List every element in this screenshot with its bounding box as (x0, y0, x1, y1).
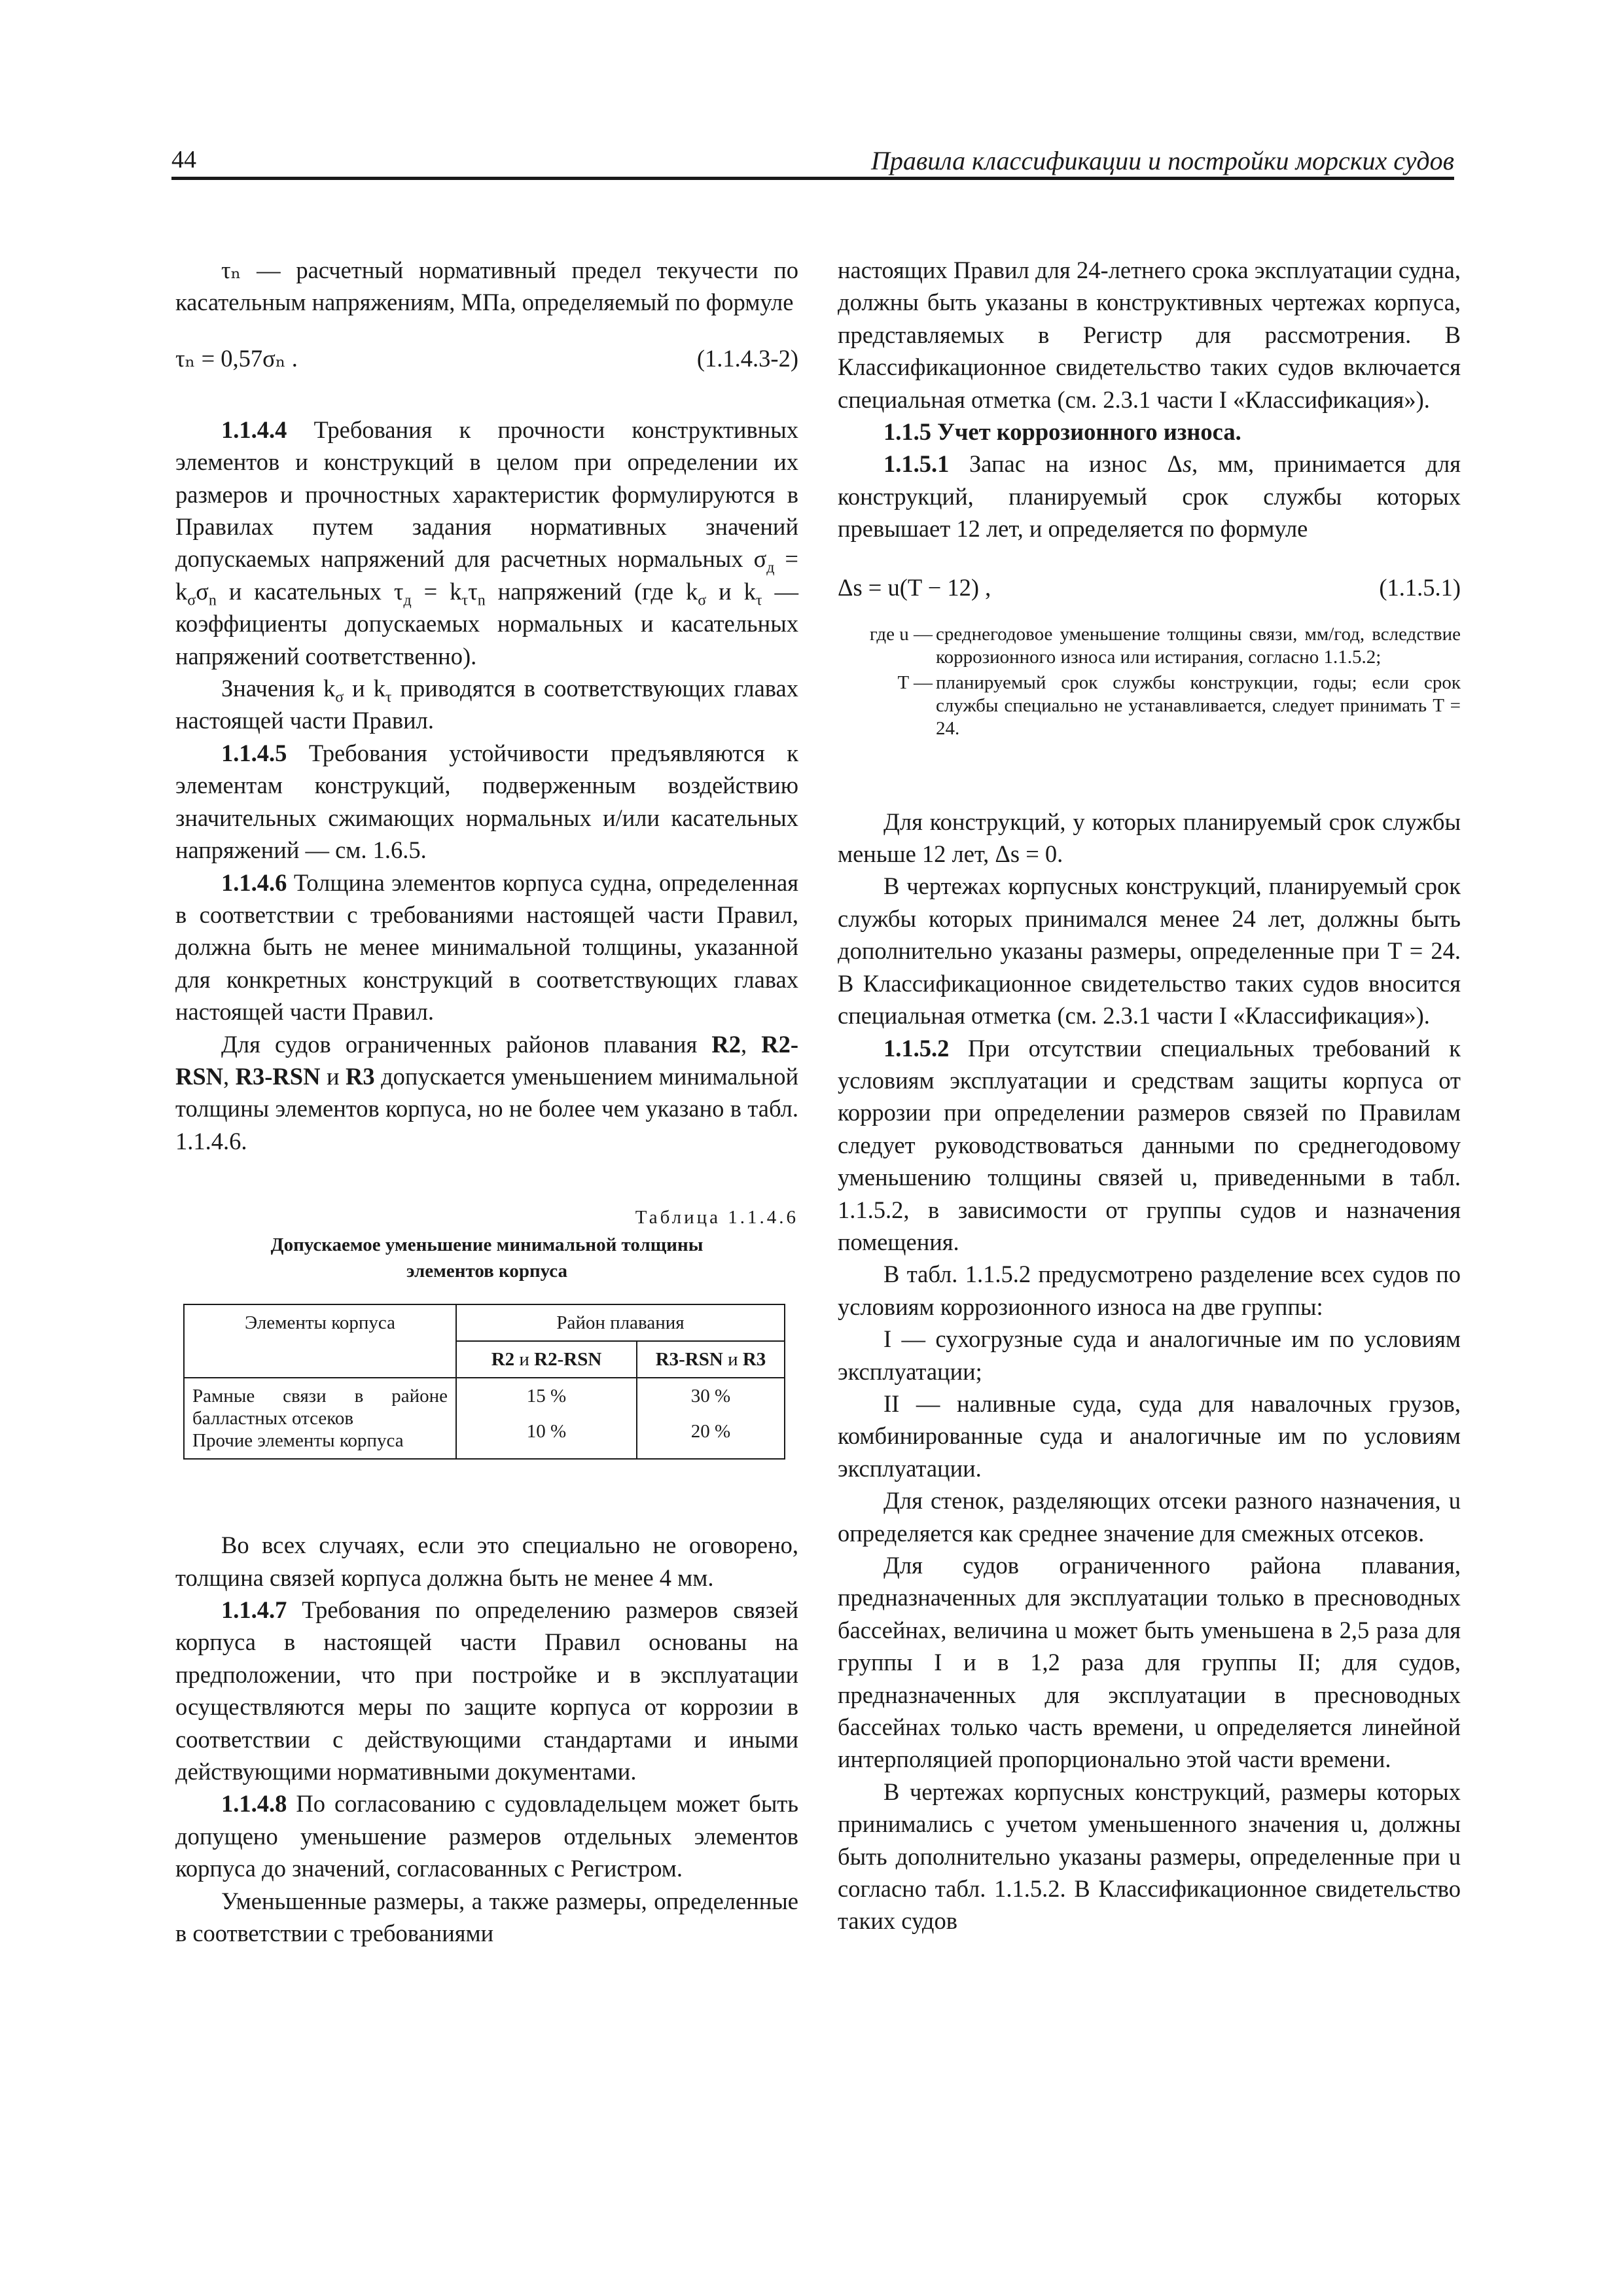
formula-number: (1.1.5.1) (1379, 573, 1461, 601)
formula-number: (1.1.4.3-2) (696, 344, 798, 372)
para-continued: настоящих Правил для 24-летнего срока эксплуатации судна, должны быть указаны в конструктивных чертежах корпуса, представляемых в Регистр для рассмотрения. В Классификационное свидетельство таких судов включается специальная отметка (см. 2.3.1 части I «Классификация»). (838, 257, 1461, 413)
formula-1-1-5-1 (838, 571, 1461, 603)
definition-u: где u — среднегодовое уменьшение толщины связи, мм/год, вследствие коррозионного износа или истирания, согласно 1.1.5.2; (869, 623, 1461, 668)
para-groups: В табл. 1.1.5.2 предусмотрено разделение всех судов по условиям коррозионного износа на две группы: (838, 1261, 1461, 1320)
header-area: Район плавания (456, 1304, 785, 1341)
header-rule (171, 177, 1454, 180)
para-drawings-2: В чертежах корпусных конструкций, размеры которых принимались с учетом уменьшенного значения u, должны быть дополнительно указаны размеры, определенные при u согласно табл. 1.1.5.2. В Классификационное свидетельство таких судов (838, 1778, 1461, 1935)
para-drawings-1: В чертежах корпусных конструкций, планируемый срок службы которых принимался менее 24 лет, должны быть дополнительно указаны размеры, определенные при T = 24. В Классификационное свидетельство таких судов вносится специальная отметка (см. 2.3.1 части I «Классификация»). (838, 872, 1461, 1030)
para-group-2: II — наливные суда, суда для навалочных грузов, комбинированные суда и аналогичные им по условиям эксплуатации. (838, 1390, 1461, 1482)
running-title: Правила классификации и постройки морских судов (870, 146, 1454, 175)
page-number: 44 (171, 146, 196, 173)
para-all-cases: Во всех случаях, если это специально не оговорено, толщина связей корпуса должна быть не менее 4 мм. (175, 1532, 798, 1591)
para-fresh-water: Для судов ограниченного района плавания, предназначенных для эксплуатации только в пресноводных бассейнах, величина u может быть уменьшена в 2,5 раза для группы I и в 1,2 раза для группы II; для судов, предназначенных для эксплуатации в пресноводных бассейнах только часть времени, u определяется линейной интерполяцией пропорционально этой части времени. (838, 1552, 1461, 1773)
page-header (171, 143, 1454, 182)
definition-t: T — планируемый срок службы конструкции, годы; если срок службы специально не устанавливается, следует принимать T = 24. (897, 672, 1461, 739)
table-row: Рамные связи в районе балластных отсеков Прочие элементы корпуса 15 % 10 % 30 % 20 % (184, 1378, 785, 1459)
para-reduced: Уменьшенные размеры, а также размеры, определенные в соответствии с требованиями (175, 1887, 798, 1947)
para-1-1-4-5: 1.1.4.5 Требования устойчивости предъявляются к элементам конструкций, подверженным воздействию значительных сжимающих нормальных и/или касательных напряжений — см. 1.6.5. (175, 739, 798, 864)
table-1-1-4-6 (175, 1204, 798, 1460)
thickness-reduction-table (183, 1304, 785, 1460)
para-1-1-4-7: 1.1.4.7 Требования по определению размеров связей корпуса в настоящей части Правил основаны на предположении, что при постройке и в эксплуатации осуществляются меры по защите корпуса от коррозии в соответствии с действующими стандартами и иными действующими нормативными документами. (175, 1596, 798, 1785)
para-1-1-4-8: 1.1.4.8 По согласованию с судовладельцем может быть допущено уменьшение размеров отдельных элементов корпуса до значений, согласованных с Регистром. (175, 1790, 798, 1882)
formula-definitions (838, 623, 1461, 740)
left-column (175, 254, 798, 1949)
formula-expression: Δs = u(T − 12) , (838, 573, 991, 601)
para-walls: Для стенок, разделяющих отсеки разного назначения, u определяется как среднее значение для смежных отсеков. (838, 1487, 1461, 1547)
right-column (838, 254, 1461, 1937)
para-1-1-4-4: 1.1.4.4 Требования к прочности конструктивных элементов и конструкций в целом при определении их размеров и прочностных характеристик формулируются в Правилах путем задания нормативных значений допускаемых напряжений для расчетных нормальных $\sigma_д = k_\sigma\sigma_n$ и касательных $\tau_д = k_\tau\tau_n$ напряжений (где $k_\sigma$ и $k_\tau$ — коэффициенты допускаемых нормальных и касательных напряжений соответственно). (175, 416, 798, 670)
header-r3: R3-RSN и R3 (637, 1341, 785, 1378)
formula-expression: τₙ = 0,57σₙ . (175, 344, 298, 372)
header-r2: R2 и R2-RSN (456, 1341, 637, 1378)
para-values: Значения $k_\sigma$ и $k_\tau$ приводятся в соответствующих главах настоящей части Правил. (175, 675, 798, 734)
para-1-1-4-6: 1.1.4.6 Толщина элементов корпуса судна, определенная в соответствии с требованиями настоящей части Правил, должна быть не менее минимальной толщины, указанной для конкретных конструкций в соответствующих главах настоящей части Правил. (175, 869, 798, 1026)
table-caption: Таблица 1.1.4.6 (635, 1207, 798, 1229)
para-1-1-5-1: 1.1.5.1 Запас на износ Δs, мм, принимается для конструкций, планируемый срок службы которых превышает 12 лет, и определяется по формуле (838, 450, 1461, 543)
table-title: Допускаемое уменьшение минимальной толщины элементов корпуса (270, 1234, 704, 1282)
para-1-1-5-2: 1.1.5.2 При отсутствии специальных требований к условиям эксплуатации и средствам защиты корпуса от коррозии при определении размеров связей по Правилам следует руководствоваться данными по среднегодовому уменьшению толщины связей u, приведенными в табл. 1.1.5.2, в зависимости от группы судов и назначения помещения. (838, 1034, 1461, 1255)
para-limited-areas: Для судов ограниченных районов плавания R2, R2-RSN, R3-RSN и R3 допускается уменьшением минимальной толщины элементов корпуса, но не более чем указано в табл. 1.1.4.6. (175, 1030, 799, 1155)
section-heading-1-1-5: 1.1.5 Учет коррозионного износа. (883, 418, 1241, 446)
formula-1-1-4-3-2 (175, 342, 798, 374)
header-elements: Элементы корпуса (184, 1304, 456, 1378)
tau-definition: τₙ — расчетный нормативный предел текучести по касательным напряжениям, МПа, определяемый по формуле (175, 257, 798, 316)
para-group-1: I — сухогрузные суда и аналогичные им по условиям эксплуатации; (838, 1325, 1461, 1385)
para-less-12: Для конструкций, у которых планируемый срок службы меньше 12 лет, Δs = 0. (838, 808, 1461, 868)
